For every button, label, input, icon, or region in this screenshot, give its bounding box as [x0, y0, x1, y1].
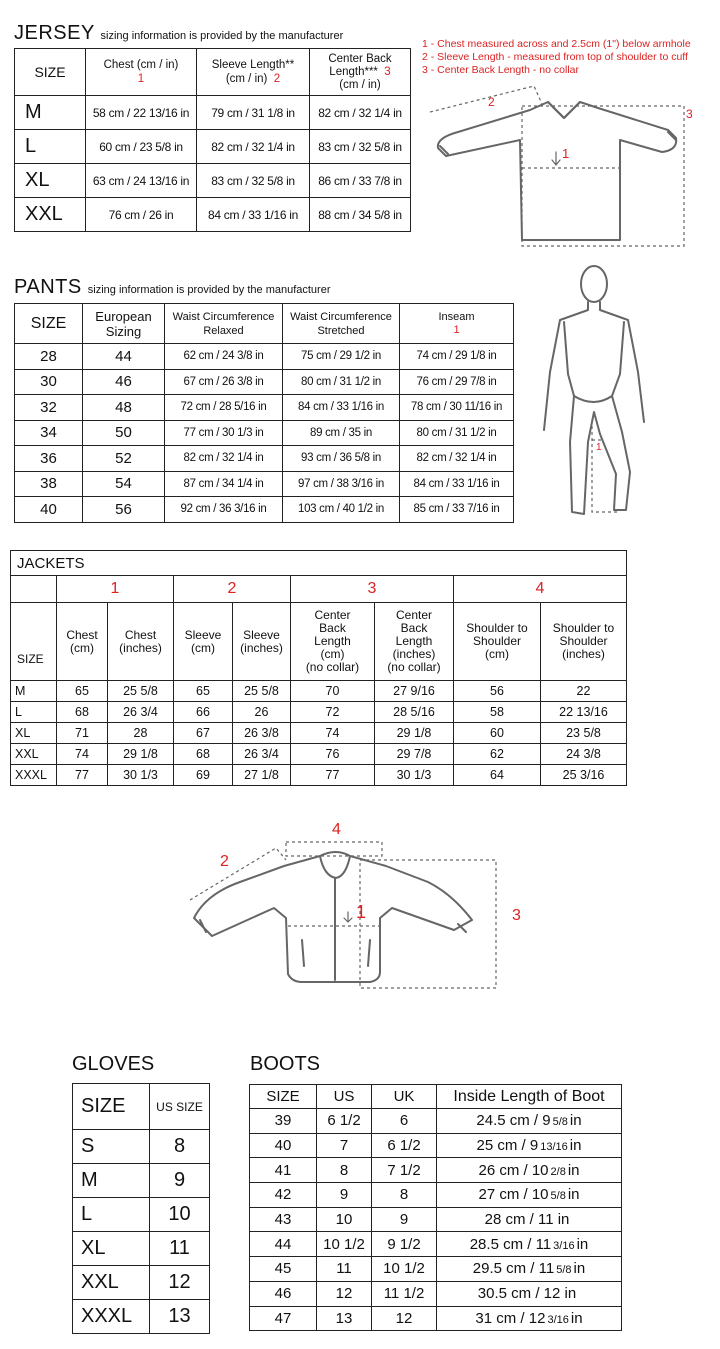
value-cell: 84 cm / 33 1/16 in — [283, 395, 400, 421]
size-cell: 41 — [250, 1158, 317, 1183]
value-cell: 88 cm / 34 5/8 in — [310, 198, 411, 232]
jacket-mark-1: 1 — [356, 902, 367, 922]
length-cell: 30.5 cm / 12 in — [437, 1281, 622, 1306]
value-cell: 62 — [454, 744, 541, 765]
table-row — [250, 1158, 622, 1183]
length-cell: 25 cm / 9 13/16 in — [437, 1133, 622, 1158]
size-cell: 38 — [15, 471, 83, 497]
jackets-group-4: 4 — [454, 576, 627, 603]
jersey-diagram — [430, 80, 710, 250]
table-row — [15, 420, 514, 446]
table-row — [15, 164, 411, 198]
value-cell: 25 3/16 — [541, 765, 627, 786]
us-cell: 9 — [317, 1183, 372, 1208]
jackets-header-sleeve-cm: Sleeve (cm) — [174, 603, 233, 681]
table-row — [15, 198, 411, 232]
euro-cell: 56 — [83, 497, 165, 523]
value-cell: 26 — [233, 702, 291, 723]
uk-cell: 8 — [372, 1183, 437, 1208]
value-cell: 79 cm / 31 1/8 in — [197, 96, 310, 130]
value-cell: 77 — [57, 765, 108, 786]
jersey-title-block — [14, 22, 343, 45]
value-cell: 74 cm / 29 1/8 in — [400, 344, 514, 370]
euro-cell: 48 — [83, 395, 165, 421]
us-size-cell: 13 — [150, 1300, 210, 1334]
table-row — [250, 1109, 622, 1134]
table-row — [250, 1281, 622, 1306]
value-cell: 26 3/8 — [233, 723, 291, 744]
size-cell: 34 — [15, 420, 83, 446]
table-row — [73, 1198, 210, 1232]
us-size-cell: 11 — [150, 1232, 210, 1266]
table-row — [73, 1130, 210, 1164]
value-cell: 67 — [174, 723, 233, 744]
table-row — [11, 723, 627, 744]
size-cell: XXL — [11, 744, 57, 765]
value-cell: 84 cm / 33 1/16 in — [400, 471, 514, 497]
table-row — [73, 1232, 210, 1266]
value-cell: 64 — [454, 765, 541, 786]
size-cell: 42 — [250, 1183, 317, 1208]
pants-header-inseam: Inseam 1 — [400, 304, 514, 344]
jersey-sleeve-mark: 2 — [273, 73, 281, 85]
size-cell: 46 — [250, 1281, 317, 1306]
size-cell: L — [15, 130, 86, 164]
table-row — [73, 1300, 210, 1334]
size-cell: S — [73, 1130, 150, 1164]
length-cell: 28.5 cm / 11 3/16 in — [437, 1232, 622, 1257]
euro-cell: 44 — [83, 344, 165, 370]
jacket-mark-3: 3 — [512, 907, 521, 924]
value-cell: 71 — [57, 723, 108, 744]
table-row — [15, 96, 411, 130]
us-cell: 13 — [317, 1306, 372, 1331]
pants-title: PANTS — [14, 276, 82, 298]
value-cell: 82 cm / 32 1/4 in — [310, 96, 411, 130]
boots-title: BOOTS — [250, 1053, 321, 1075]
value-cell: 85 cm / 33 7/16 in — [400, 497, 514, 523]
value-cell: 29 7/8 — [375, 744, 454, 765]
table-row — [11, 702, 627, 723]
value-cell: 68 — [57, 702, 108, 723]
jackets-header-size: SIZE — [11, 603, 57, 681]
value-cell: 76 — [291, 744, 375, 765]
value-cell: 29 1/8 — [108, 744, 174, 765]
value-cell: 56 — [454, 681, 541, 702]
pants-diagram — [540, 262, 670, 522]
us-cell: 10 1/2 — [317, 1232, 372, 1257]
boots-header-us: US — [317, 1085, 372, 1109]
us-cell: 7 — [317, 1133, 372, 1158]
size-cell: XL — [15, 164, 86, 198]
value-cell: 60 — [454, 723, 541, 744]
value-cell: 62 cm / 24 3/8 in — [165, 344, 283, 370]
gloves-header-size: SIZE — [73, 1084, 150, 1130]
uk-cell: 9 1/2 — [372, 1232, 437, 1257]
length-cell: 24.5 cm / 9 5/8 in — [437, 1109, 622, 1134]
length-cell: 26 cm / 10 2/8 in — [437, 1158, 622, 1183]
jersey-table — [14, 48, 411, 232]
jackets-group-1: 1 — [57, 576, 174, 603]
us-cell: 6 1/2 — [317, 1109, 372, 1134]
value-cell: 72 cm / 28 5/16 in — [165, 395, 283, 421]
value-cell: 74 — [57, 744, 108, 765]
size-cell: 32 — [15, 395, 83, 421]
value-cell: 97 cm / 38 3/16 in — [283, 471, 400, 497]
value-cell: 65 — [57, 681, 108, 702]
us-cell: 11 — [317, 1257, 372, 1282]
size-cell: 36 — [15, 446, 83, 472]
jersey-header-sleeve: Sleeve Length** (cm / in) 2 — [197, 49, 310, 96]
length-cell: 29.5 cm / 11 5/8 in — [437, 1257, 622, 1282]
size-cell: L — [73, 1198, 150, 1232]
value-cell: 74 — [291, 723, 375, 744]
value-cell: 69 — [174, 765, 233, 786]
jersey-note-3: 3 - Center Back Length - no collar — [422, 64, 579, 76]
jacket-diagram — [180, 820, 540, 1000]
jacket-mark-4: 4 — [332, 821, 341, 838]
us-cell: 8 — [317, 1158, 372, 1183]
value-cell: 89 cm / 35 in — [283, 420, 400, 446]
table-row — [11, 744, 627, 765]
jackets-table — [10, 550, 627, 786]
value-cell: 92 cm / 36 3/16 in — [165, 497, 283, 523]
jersey-note-2: 2 - Sleeve Length - measured from top of shoulder to cuff — [422, 51, 688, 63]
value-cell: 25 5/8 — [108, 681, 174, 702]
size-cell: 40 — [15, 497, 83, 523]
value-cell: 78 cm / 30 11/16 in — [400, 395, 514, 421]
value-cell: 25 5/8 — [233, 681, 291, 702]
value-cell: 26 3/4 — [108, 702, 174, 723]
size-cell: 30 — [15, 369, 83, 395]
jersey-back-mark: 3 — [384, 65, 391, 78]
value-cell: 76 cm / 26 in — [86, 198, 197, 232]
value-cell: 82 cm / 32 1/4 in — [197, 130, 310, 164]
table-row — [11, 681, 627, 702]
uk-cell: 9 — [372, 1207, 437, 1232]
table-row — [15, 130, 411, 164]
value-cell: 83 cm / 32 5/8 in — [310, 130, 411, 164]
us-size-cell: 10 — [150, 1198, 210, 1232]
value-cell: 60 cm / 23 5/8 in — [86, 130, 197, 164]
us-size-cell: 8 — [150, 1130, 210, 1164]
value-cell: 66 — [174, 702, 233, 723]
size-cell: 44 — [250, 1232, 317, 1257]
uk-cell: 11 1/2 — [372, 1281, 437, 1306]
value-cell: 76 cm / 29 7/8 in — [400, 369, 514, 395]
boots-header-uk: UK — [372, 1085, 437, 1109]
table-row — [15, 497, 514, 523]
jacket-mark-2: 2 — [220, 853, 229, 870]
jackets-header-chest-cm: Chest (cm) — [57, 603, 108, 681]
value-cell: 103 cm / 40 1/2 in — [283, 497, 400, 523]
length-cell: 31 cm / 12 3/16 in — [437, 1306, 622, 1331]
euro-cell: 52 — [83, 446, 165, 472]
pants-header-size: SIZE — [15, 304, 83, 344]
value-cell: 22 13/16 — [541, 702, 627, 723]
jersey-header-chest: Chest (cm / in) 1 — [86, 49, 197, 96]
jackets-header-shoulder-cm: Shoulder to Shoulder (cm) — [454, 603, 541, 681]
value-cell: 84 cm / 33 1/16 in — [197, 198, 310, 232]
jackets-header-back-in: Center Back Length (inches) (no collar) — [375, 603, 454, 681]
value-cell: 58 cm / 22 13/16 in — [86, 96, 197, 130]
size-cell: L — [11, 702, 57, 723]
value-cell: 93 cm / 36 5/8 in — [283, 446, 400, 472]
boots-header-length: Inside Length of Boot — [437, 1085, 622, 1109]
length-cell: 27 cm / 10 5/8 in — [437, 1183, 622, 1208]
size-cell: XXXL — [11, 765, 57, 786]
pants-table — [14, 303, 514, 523]
jersey-mark-2: 2 — [488, 95, 495, 109]
boots-table — [249, 1084, 622, 1331]
table-row — [250, 1232, 622, 1257]
value-cell: 87 cm / 34 1/4 in — [165, 471, 283, 497]
value-cell: 24 3/8 — [541, 744, 627, 765]
jersey-title: JERSEY — [14, 22, 95, 44]
gloves-title: GLOVES — [72, 1053, 155, 1075]
table-row — [15, 471, 514, 497]
table-row — [250, 1133, 622, 1158]
us-cell: 10 — [317, 1207, 372, 1232]
pants-mark-1: 1 — [596, 442, 602, 453]
value-cell: 23 5/8 — [541, 723, 627, 744]
us-cell: 12 — [317, 1281, 372, 1306]
value-cell: 22 — [541, 681, 627, 702]
jackets-title: JACKETS — [11, 551, 627, 576]
jackets-header-back-cm: Center Back Length (cm) (no collar) — [291, 603, 375, 681]
table-row — [15, 369, 514, 395]
value-cell: 29 1/8 — [375, 723, 454, 744]
jackets-header-sleeve-in: Sleeve (inches) — [233, 603, 291, 681]
jersey-note-1: 1 - Chest measured across and 2.5cm (1") below armhole — [422, 38, 691, 50]
pants-header-stretched: Waist Circumference Stretched — [283, 304, 400, 344]
jersey-notes — [422, 38, 691, 77]
gloves-header-us: US SIZE — [150, 1084, 210, 1130]
size-cell: XL — [11, 723, 57, 744]
value-cell: 82 cm / 32 1/4 in — [400, 446, 514, 472]
uk-cell: 6 — [372, 1109, 437, 1134]
table-row — [73, 1266, 210, 1300]
table-row — [73, 1164, 210, 1198]
euro-cell: 50 — [83, 420, 165, 446]
uk-cell: 10 1/2 — [372, 1257, 437, 1282]
value-cell: 80 cm / 31 1/2 in — [400, 420, 514, 446]
jackets-header-shoulder-in: Shoulder to Shoulder (inches) — [541, 603, 627, 681]
size-cell: XXXL — [73, 1300, 150, 1334]
length-cell: 28 cm / 11 in — [437, 1207, 622, 1232]
euro-cell: 46 — [83, 369, 165, 395]
value-cell: 70 — [291, 681, 375, 702]
size-cell: M — [11, 681, 57, 702]
size-cell: XXL — [73, 1266, 150, 1300]
value-cell: 75 cm / 29 1/2 in — [283, 344, 400, 370]
table-row — [250, 1306, 622, 1331]
size-cell: M — [73, 1164, 150, 1198]
value-cell: 27 1/8 — [233, 765, 291, 786]
value-cell: 27 9/16 — [375, 681, 454, 702]
table-row — [250, 1183, 622, 1208]
pants-subtitle: sizing information is provided by the manufacturer — [87, 284, 331, 296]
value-cell: 82 cm / 32 1/4 in — [165, 446, 283, 472]
jersey-header-back: Center Back Length*** 3 (cm / in) — [310, 49, 411, 96]
uk-cell: 6 1/2 — [372, 1133, 437, 1158]
table-row — [15, 344, 514, 370]
size-cell: 45 — [250, 1257, 317, 1282]
value-cell: 63 cm / 24 13/16 in — [86, 164, 197, 198]
value-cell: 26 3/4 — [233, 744, 291, 765]
size-cell: 28 — [15, 344, 83, 370]
value-cell: 77 cm / 30 1/3 in — [165, 420, 283, 446]
us-size-cell: 12 — [150, 1266, 210, 1300]
table-row — [11, 765, 627, 786]
value-cell: 72 — [291, 702, 375, 723]
size-cell: 43 — [250, 1207, 317, 1232]
value-cell: 80 cm / 31 1/2 in — [283, 369, 400, 395]
uk-cell: 7 1/2 — [372, 1158, 437, 1183]
jersey-mark-1: 1 — [562, 146, 570, 161]
pants-inseam-mark: 1 — [453, 323, 460, 336]
gloves-table — [72, 1083, 210, 1334]
size-cell: 39 — [250, 1109, 317, 1134]
pants-title-block — [14, 276, 331, 299]
value-cell: 67 cm / 26 3/8 in — [165, 369, 283, 395]
jersey-subtitle: sizing information is provided by the manufacturer — [100, 30, 344, 42]
size-cell: 40 — [250, 1133, 317, 1158]
pants-header-relaxed: Waist Circumference Relaxed — [165, 304, 283, 344]
value-cell: 86 cm / 33 7/8 in — [310, 164, 411, 198]
jersey-header-size: SIZE — [15, 49, 86, 96]
us-size-cell: 9 — [150, 1164, 210, 1198]
table-row — [250, 1207, 622, 1232]
value-cell: 28 — [108, 723, 174, 744]
size-cell: XXL — [15, 198, 86, 232]
value-cell: 30 1/3 — [375, 765, 454, 786]
pants-header-euro: European Sizing — [83, 304, 165, 344]
value-cell: 83 cm / 32 5/8 in — [197, 164, 310, 198]
jackets-header-chest-in: Chest (inches) — [108, 603, 174, 681]
size-cell: XL — [73, 1232, 150, 1266]
value-cell: 58 — [454, 702, 541, 723]
value-cell: 65 — [174, 681, 233, 702]
uk-cell: 12 — [372, 1306, 437, 1331]
jackets-group-2: 2 — [174, 576, 291, 603]
value-cell: 68 — [174, 744, 233, 765]
jersey-mark-3: 3 — [686, 107, 693, 121]
table-row — [15, 395, 514, 421]
size-cell: 47 — [250, 1306, 317, 1331]
table-row — [15, 446, 514, 472]
boots-header-size: SIZE — [250, 1085, 317, 1109]
jersey-chest-mark: 1 — [137, 73, 145, 85]
jackets-group-3: 3 — [291, 576, 454, 603]
table-row — [250, 1257, 622, 1282]
size-cell: M — [15, 96, 86, 130]
value-cell: 77 — [291, 765, 375, 786]
value-cell: 28 5/16 — [375, 702, 454, 723]
euro-cell: 54 — [83, 471, 165, 497]
value-cell: 30 1/3 — [108, 765, 174, 786]
